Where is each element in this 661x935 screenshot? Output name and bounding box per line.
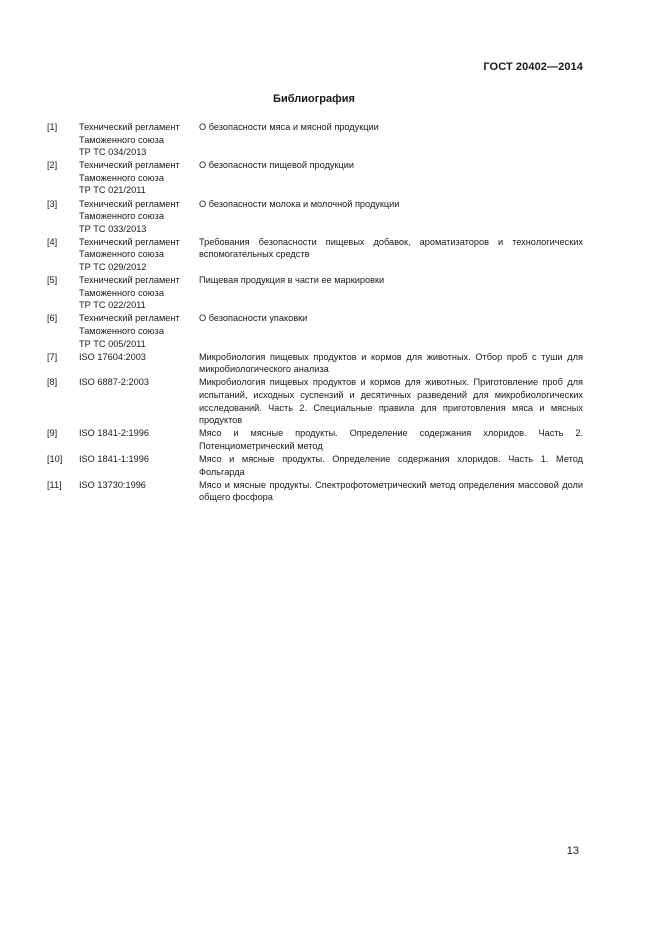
page-number: 13 [566, 845, 579, 857]
entry-title: О безопасности пищевой продукции [199, 160, 355, 171]
entry-number: [1] [47, 122, 58, 132]
bibliography-entry-10 [47, 453, 583, 478]
section-title: Библиография [273, 93, 355, 105]
entry-source: ISO 17604:2003 [79, 351, 146, 362]
bibliography-entry-8 [47, 376, 583, 426]
entry-source: ISO 1841-2:1996 [79, 428, 149, 439]
entry-title: Требования безопасности пищевых добавок, ароматизаторов и технологических вспомогательных средств [199, 236, 583, 260]
entry-number: [10] [47, 453, 63, 464]
entry-number: [11] [47, 479, 62, 490]
bibliography-list [47, 121, 583, 504]
entry-number: [3] [47, 198, 58, 209]
entry-title: О безопасности упаковки [199, 313, 308, 324]
entry-title: О безопасности мяса и мясной продукции [199, 122, 379, 132]
entry-number: [2] [47, 160, 58, 171]
bibliography-entry-7 [47, 351, 583, 376]
entry-number: [6] [47, 313, 58, 324]
entry-number: [4] [47, 236, 58, 247]
bibliography-entry-9 [47, 427, 583, 452]
entry-source: ISO 13730:1996 [79, 479, 146, 490]
bibliography-entry-3 [47, 198, 583, 236]
entry-title: Мясо и мясные продукты. Спектрофотометрический метод определения массовой доли общего фосфора [199, 479, 583, 503]
entry-source: Технический регламент Таможенного союза ТР ТС 022/2011 [79, 275, 180, 311]
entry-title: Мясо и мясные продукты. Определение содержания хлоридов. Часть 2. Потенциометрический метод [199, 428, 583, 451]
entry-number: [8] [47, 377, 58, 388]
bibliography-entry-6 [47, 312, 583, 350]
entry-number: [7] [47, 351, 58, 362]
entry-source: Технический регламент Таможенного союза ТР ТС 029/2012 [79, 236, 180, 273]
entry-source: Технический регламент Таможенного союза ТР ТС 033/2013 [79, 198, 180, 234]
entry-source: Технический регламент Таможенного союза ТР ТС 021/2011 [79, 160, 180, 196]
bibliography-entry-2 [47, 159, 583, 197]
entry-source: ISO 1841-1:1996 [79, 453, 149, 464]
entry-title: Пищевая продукция в части ее маркировки [199, 275, 385, 286]
document-standard-code: ГОСТ 20402—2014 [483, 61, 583, 73]
entry-title: О безопасности молока и молочной продукции [199, 198, 400, 209]
bibliography-entry-5 [47, 274, 583, 312]
entry-title: Микробиология пищевых продуктов и кормов для животных. Отбор проб с туши для микробиологического анализа [199, 351, 583, 375]
entry-source: Технический регламент Таможенного союза ТР ТС 005/2011 [79, 313, 180, 349]
entry-number: [5] [47, 275, 58, 286]
bibliography-entry-4 [47, 236, 583, 274]
bibliography-entry-11 [47, 479, 583, 504]
entry-title: Микробиология пищевых продуктов и кормов для животных. Приготовление проб для испытаний, исходных суспензий и десятичных разведений для микробиологических исследований. Часть 2. Специальные правила для приготовления мяса и мясных продуктов [199, 377, 583, 426]
entry-number: [9] [47, 428, 58, 439]
entry-source: Технический регламент Таможенного союза ТР ТС 034/2013 [79, 122, 180, 158]
entry-title: Мясо и мясные продукты. Определение содержания хлоридов. Часть 1. Метод Фольгарда [199, 453, 583, 477]
entry-source: ISO 6887-2:2003 [79, 377, 149, 388]
bibliography-entry-1 [47, 121, 583, 159]
